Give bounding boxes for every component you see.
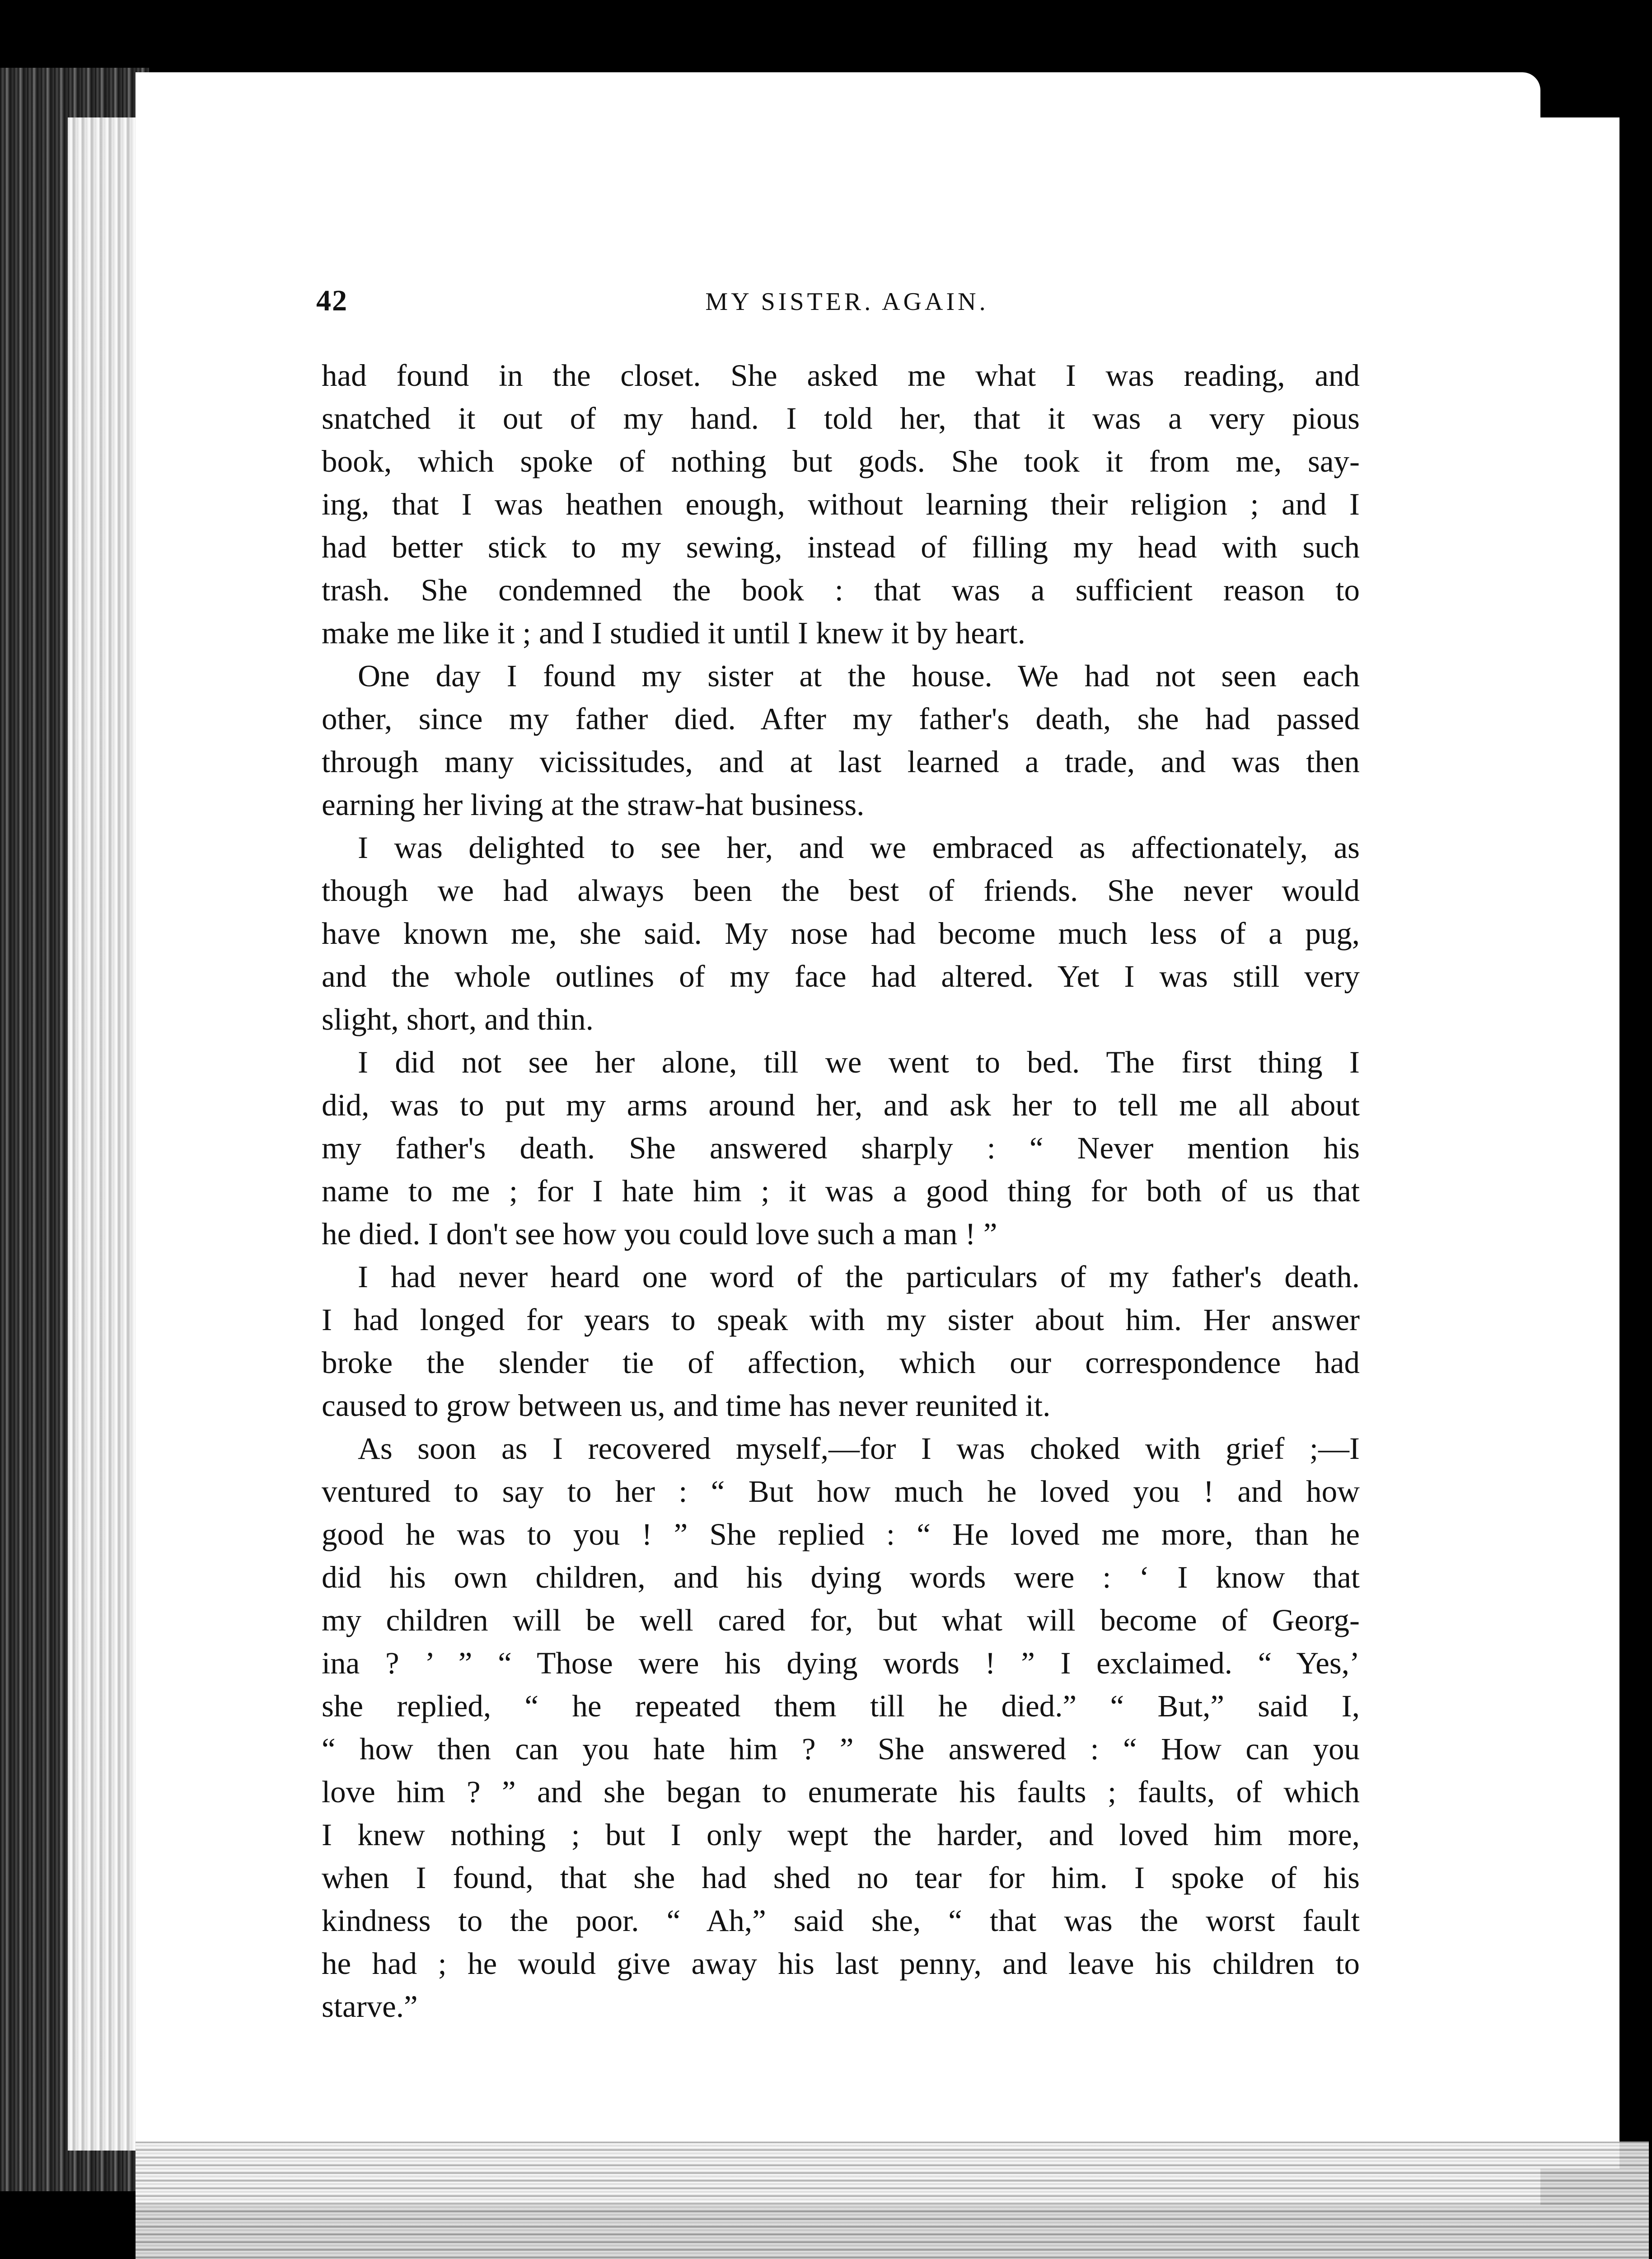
text-line: starve.” <box>322 1989 418 2024</box>
adjacent-page-strip <box>1538 117 1619 2169</box>
paragraph <box>322 1427 1360 2028</box>
page-number: 42 <box>316 284 348 317</box>
paragraph <box>322 655 1360 826</box>
text-line: he died. I don't see how you could love such a man ! ” <box>322 1217 997 1251</box>
text-line: did his own children, and his dying words were : ‘ I know that <box>322 1560 1360 1594</box>
text-line: One day I found my sister at the house. We had not seen each <box>358 659 1360 693</box>
body-text <box>322 354 1360 2028</box>
text-line: trash. She condemned the book : that was a sufficient reason to <box>322 573 1360 607</box>
text-line: name to me ; for I hate him ; it was a good thing for both of us that <box>322 1174 1360 1208</box>
text-line: I knew nothing ; but I only wept the harder, and loved him more, <box>322 1818 1360 1852</box>
text-line: when I found, that she had shed no tear for him. I spoke of his <box>322 1861 1360 1895</box>
text-line: “ how then can you hate him ? ” She answered : “ How can you <box>322 1732 1360 1766</box>
paragraph <box>322 354 1360 655</box>
text-line: my children will be well cared for, but what will become of Georg- <box>322 1603 1360 1637</box>
text-line: caused to grow between us, and time has never reunited it. <box>322 1388 1051 1423</box>
paragraph <box>322 1256 1360 1427</box>
text-line: I had never heard one word of the particulars of my father's death. <box>358 1260 1360 1294</box>
text-line: had found in the closet. She asked me what I was reading, and <box>322 358 1360 393</box>
text-line: she replied, “ he repeated them till he died.” “ But,” said I, <box>322 1689 1360 1723</box>
running-title: MY SISTER. AGAIN. <box>705 288 989 316</box>
text-line: love him ? ” and she began to enumerate his faults ; faults, of which <box>322 1775 1360 1809</box>
text-line: earning her living at the straw-hat business. <box>322 787 865 822</box>
text-line: As soon as I recovered myself,—for I was choked with grief ;—I <box>358 1431 1360 1466</box>
text-line: have known me, she said. My nose had become much less of a pug, <box>322 916 1360 951</box>
text-line: did, was to put my arms around her, and ask her to tell me all about <box>322 1088 1360 1122</box>
text-line: other, since my father died. After my father's death, she had passed <box>322 702 1360 736</box>
text-line: had better stick to my sewing, instead of filling my head with such <box>322 530 1360 564</box>
text-line: make me like it ; and I studied it until I knew it by heart. <box>322 616 1025 650</box>
text-line: though we had always been the best of friends. She never would <box>322 873 1360 908</box>
text-line: good he was to you ! ” She replied : “ He loved me more, than he <box>322 1517 1360 1551</box>
text-line: and the whole outlines of my face had altered. Yet I was still very <box>322 959 1360 994</box>
running-head <box>316 284 1378 320</box>
text-line: broke the slender tie of affection, which our correspondence had <box>322 1345 1360 1380</box>
text-line: kindness to the poor. “ Ah,” said she, “ that was the worst fault <box>322 1903 1360 1938</box>
text-line: slight, short, and thin. <box>322 1002 594 1036</box>
text-line: I had longed for years to speak with my sister about him. Her answer <box>322 1303 1360 1337</box>
text-line: he had ; he would give away his last penny, and leave his children to <box>322 1946 1360 1981</box>
paragraph <box>322 826 1360 1041</box>
text-line: ina ? ’ ” “ Those were his dying words ! ” I exclaimed. “ Yes,’ <box>322 1646 1360 1680</box>
text-line: snatched it out of my hand. I told her, that it was a very pious <box>322 401 1360 436</box>
text-line: book, which spoke of nothing but gods. She took it from me, say- <box>322 444 1360 478</box>
text-line: I was delighted to see her, and we embraced as affectionately, as <box>358 830 1360 865</box>
paragraph <box>322 1041 1360 1256</box>
text-line: through many vicissitudes, and at last learned a trade, and was then <box>322 745 1360 779</box>
text-line: my father's death. She answered sharply : “ Never mention his <box>322 1131 1360 1165</box>
text-line: ing, that I was heathen enough, without learning their religion ; and I <box>322 487 1360 521</box>
text-line: I did not see her alone, till we went to bed. The first thing I <box>358 1045 1360 1079</box>
page-bottom-edge <box>136 2142 1649 2259</box>
text-line: ventured to say to her : “ But how much he loved you ! and how <box>322 1474 1360 1509</box>
